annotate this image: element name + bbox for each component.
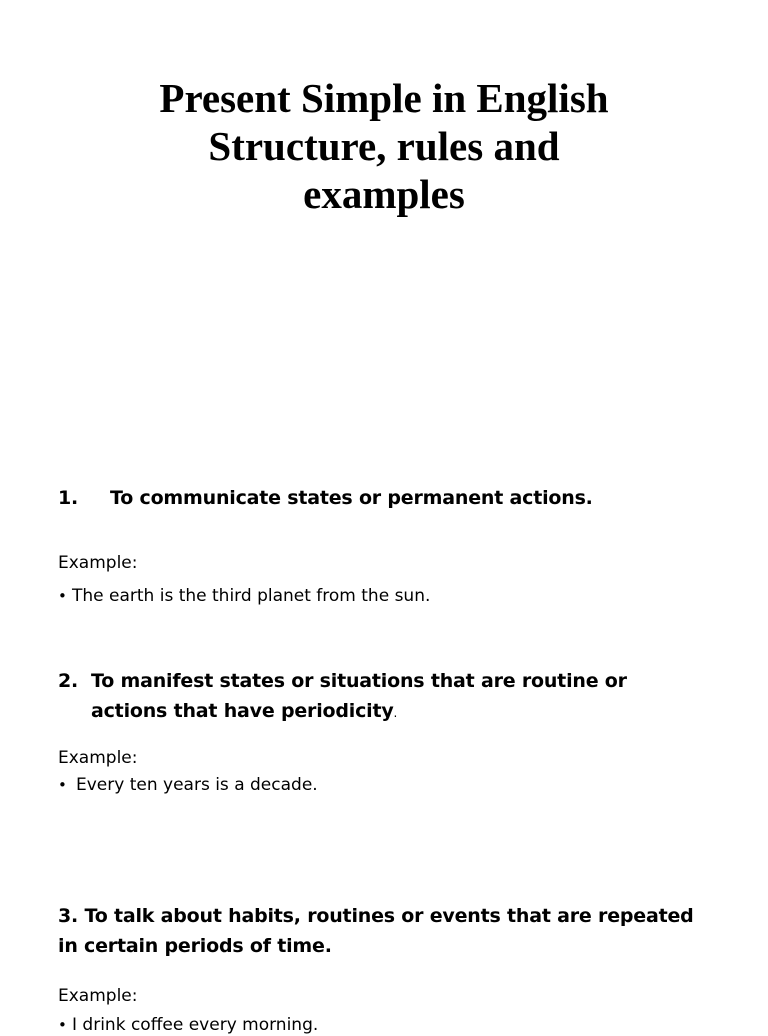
section-2-heading: [58, 666, 627, 728]
title-line-1: Present Simple in English: [159, 75, 609, 121]
section-2-heading-line-2-text: actions that have periodicity: [91, 700, 394, 722]
document-title: [0, 74, 768, 218]
section-3-heading: [58, 901, 738, 961]
bullet-icon: •: [58, 1016, 67, 1034]
bullet-icon: •: [58, 776, 67, 794]
section-3-example-text: I drink coffee every morning.: [72, 1015, 319, 1035]
section-2-heading-line-2: [58, 696, 627, 728]
section-2-example-item: [58, 774, 318, 796]
section-1-heading: [58, 483, 593, 513]
bullet-icon: •: [58, 587, 67, 605]
section-3-heading-line-2: in certain periods of time.: [58, 935, 332, 957]
section-2-heading-line-1: To manifest states or situations that are routine or: [91, 670, 627, 692]
section-3-heading-line-1: 3. To talk about habits, routines or events that are repeated: [58, 905, 694, 927]
section-2-example-text: Every ten years is a decade.: [76, 775, 318, 795]
section-1-heading-text: To communicate states or permanent actions.: [110, 487, 593, 509]
section-2-number: 2.: [58, 670, 79, 692]
section-3-example-label: Example:: [58, 986, 138, 1006]
section-3-example-item: [58, 1014, 318, 1036]
section-2-example-label: Example:: [58, 748, 138, 768]
section-2-heading-period: .: [393, 706, 398, 720]
title-line-3: examples: [303, 171, 465, 217]
section-1-number: 1.: [58, 487, 79, 509]
section-1-example-text: The earth is the third planet from the sun.: [72, 586, 431, 606]
title-line-2: Structure, rules and: [208, 123, 560, 169]
section-1-example-label: Example:: [58, 553, 138, 573]
section-1-example-item: [58, 585, 430, 607]
